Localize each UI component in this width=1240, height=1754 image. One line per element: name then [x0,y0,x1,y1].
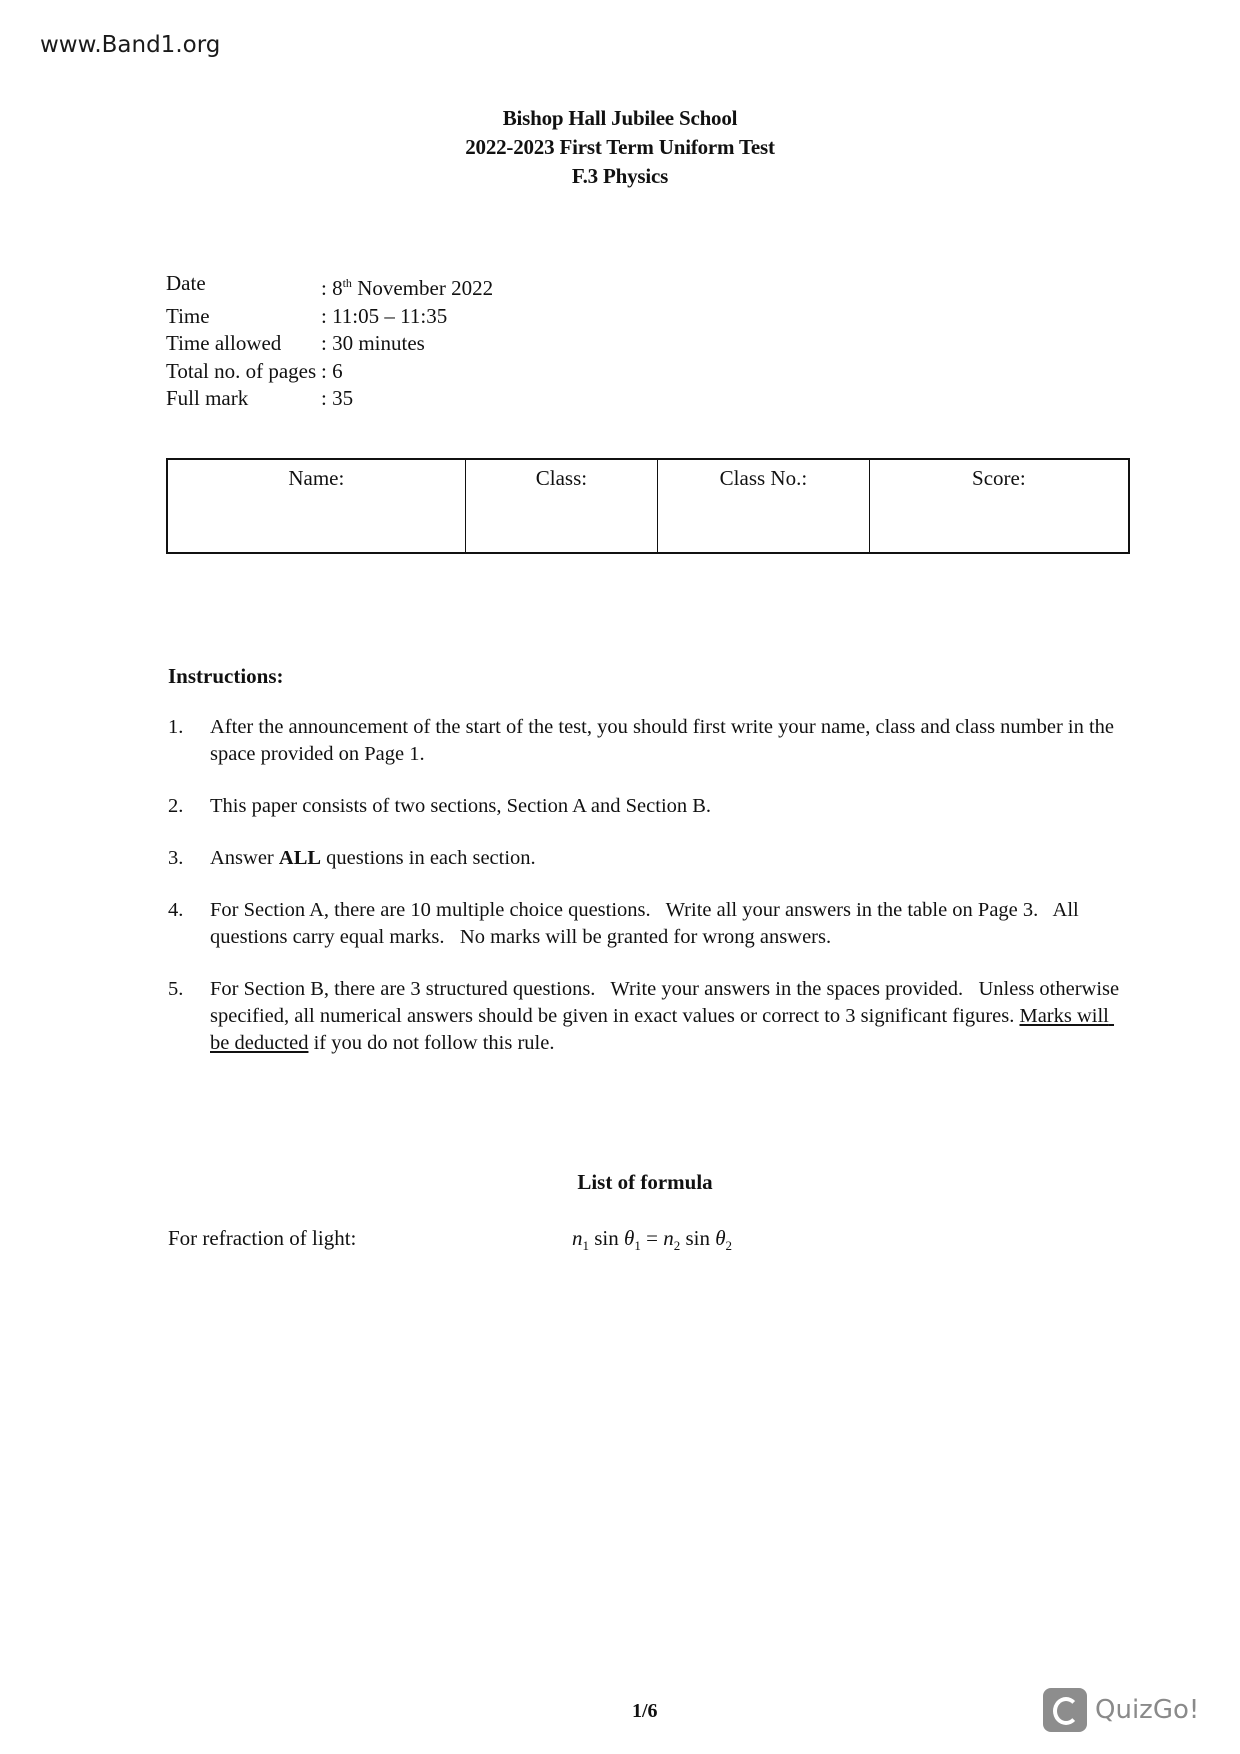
class-no-field[interactable]: Class No.: [658,459,870,553]
class-field[interactable]: Class: [465,459,657,553]
item-number: 5. [168,978,184,1000]
info-value: : 6 [321,358,343,383]
info-value: : 8th November 2022 [321,276,494,300]
info-value: : 11:05 – 11:35 [321,303,448,328]
score-field: Score: [869,459,1129,553]
instruction-item [168,793,1128,820]
item-text: After the announcement of the start of the test, you should first write your name, class and class number in the space provided on Page 1. [210,716,1115,765]
instruction-item [168,714,1128,768]
item-number: 1. [168,716,184,738]
student-id-table [166,458,1130,554]
info-value: : 35 [321,386,354,410]
item-text: Answer ALL questions in each section. [210,847,536,869]
test-title: 2022-2023 First Term Uniform Test [465,135,775,159]
formula-label: For refraction of light: [168,1226,357,1250]
instruction-item [168,845,1128,872]
info-row-pages [166,358,493,386]
school-name: Bishop Hall Jubilee School [502,106,738,130]
quizgo-logo-icon [1043,1688,1087,1732]
item-number: 2. [168,795,184,817]
info-label: Full mark [166,386,249,410]
snell-law-formula: $n_1$ $\sin \theta_1 = n_2$ $\sin \theta_2$ [572,1226,733,1254]
underlined-warning: Marks will be deducted [210,1005,1115,1054]
instructions-list [168,714,1128,1082]
quizgo-logo [1043,1688,1199,1732]
item-text: This paper consists of two sections, Section A and Section B. [210,795,712,817]
info-label: Time [166,303,210,328]
name-field[interactable]: Name: [167,459,465,553]
logo-text: QuizGo! [1095,1695,1200,1725]
instruction-item [168,976,1128,1057]
info-value: : 30 minutes [321,331,425,355]
info-label: Time allowed [166,331,282,355]
info-row-time-allowed [166,330,493,358]
info-label: Date [166,271,206,295]
info-row-full-mark [166,385,493,413]
info-label: Total no. of pages [166,358,317,383]
item-number: 3. [168,847,184,869]
watermark-url: www.Band1.org [40,32,221,58]
instructions-title: Instructions: [168,664,284,688]
subject-title: F.3 Physics [571,164,669,188]
item-text: For Section A, there are 10 multiple choice questions. Write all your answers in the table on Page 3. All questions carry equal marks. No marks will be granted for wrong answers. [210,899,1084,948]
page-number: 1/6 [632,1700,658,1722]
info-row-time [166,303,493,331]
info-row-date [166,270,493,303]
instruction-item [168,897,1128,951]
exam-info [166,270,493,413]
item-number: 4. [168,899,184,921]
item-text: For Section B, there are 3 structured questions. Write your answers in the spaces provided. Unless otherwise specified, all numerical answers should be given in exact values or correct to 3 significant figures. Marks will be deducted if you do not follow this rule. [210,978,1125,1054]
formula-list-title: List of formula [577,1170,713,1194]
document-header [0,104,1240,191]
